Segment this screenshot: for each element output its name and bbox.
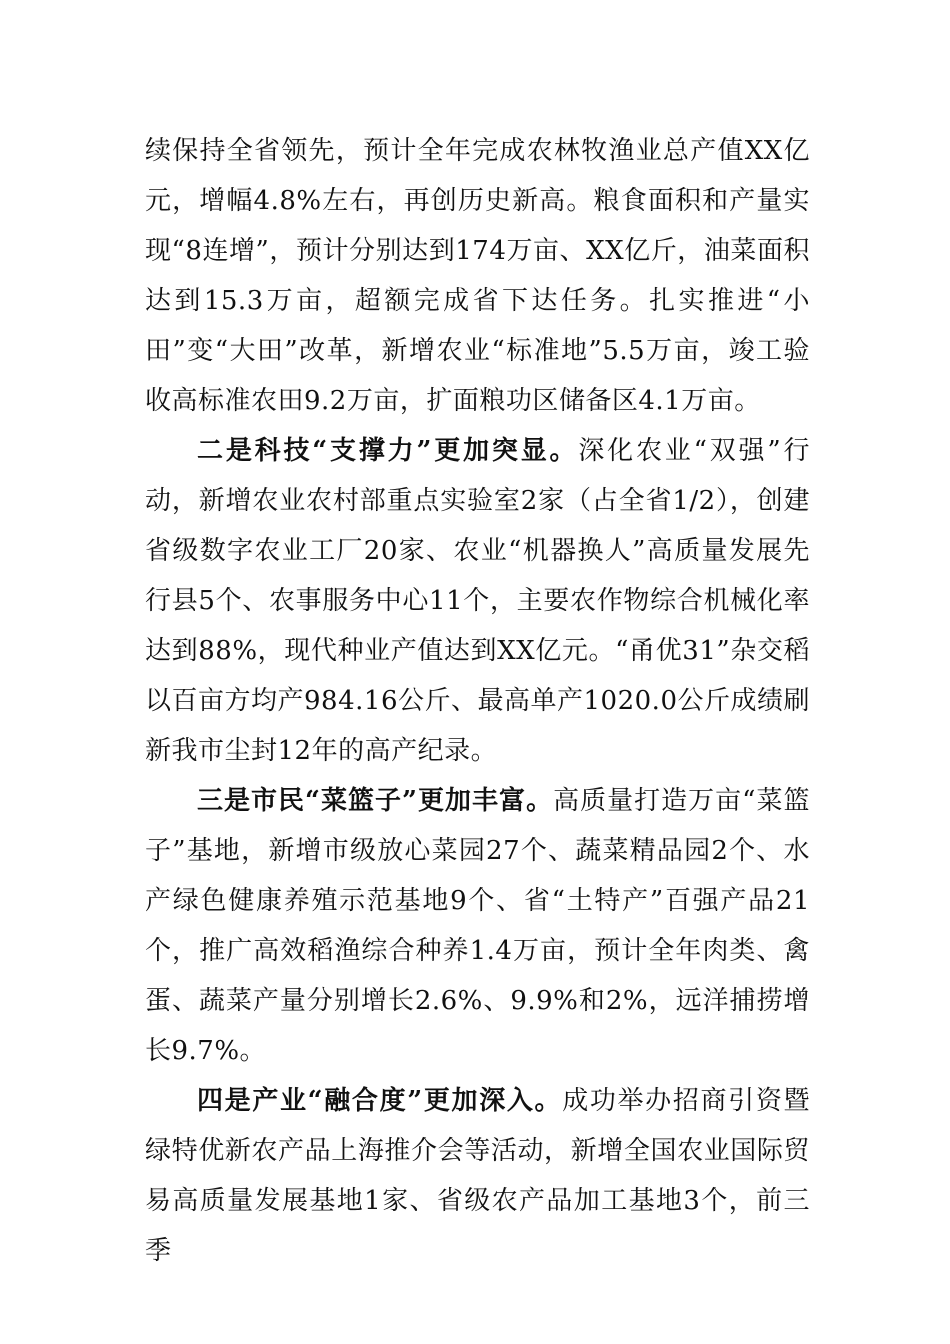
paragraph-text: 高质量打造万亩“菜篮子”基地，新增市级放心菜园27个、蔬菜精品园2个、水产绿色健康养殖示范基地9个、省“土特产”百强产品21个，推广高效稻渔综合种养1.4万亩，预计全年肉类、禽蛋、蔬菜产量分别增长2.6%、9.9%和2%，远洋捕捞增长9.7%。 xyxy=(145,786,810,1066)
paragraph-lead: 二是科技“支撑力”更加突显。 xyxy=(197,436,579,466)
paragraph-tech-support xyxy=(145,426,810,776)
paragraph-industry-integration xyxy=(145,1076,810,1276)
document-body xyxy=(145,126,810,1276)
paragraph-text: 续保持全省领先，预计全年完成农林牧渔业总产值XX亿元，增幅4.8%左右，再创历史新高。粮食面积和产量实现“8连增”，预计分别达到174万亩、XX亿斤，油菜面积达到15.3万亩，超额完成省下达任务。扎实推进“小田”变“大田”改革，新增农业“标准地”5.5万亩，竣工验收高标准农田9.2万亩，扩面粮功区储备区4.1万亩。 xyxy=(145,136,810,416)
paragraph-continuation xyxy=(145,126,810,426)
paragraph-text: 成功举办招商引资暨绿特优新农产品上海推介会等活动，新增全国农业国际贸易高质量发展基地1家、省级农产品加工基地3个，前三季 xyxy=(145,1086,810,1266)
paragraph-lead: 四是产业“融合度”更加深入。 xyxy=(197,1086,563,1116)
paragraph-vegetable-basket xyxy=(145,776,810,1076)
paragraph-text: 深化农业“双强”行动，新增农业农村部重点实验室2家（占全省1/2），创建省级数字农业工厂20家、农业“机器换人”高质量发展先行县5个、农事服务中心11个，主要农作物综合机械化率达到88%，现代种业产值达到XX亿元。“甬优31”杂交稻以百亩方均产984.16公斤、最高单产1020.0公斤成绩刷新我市尘封12年的高产纪录。 xyxy=(145,436,810,766)
paragraph-lead: 三是市民“菜篮子”更加丰富。 xyxy=(197,786,554,816)
